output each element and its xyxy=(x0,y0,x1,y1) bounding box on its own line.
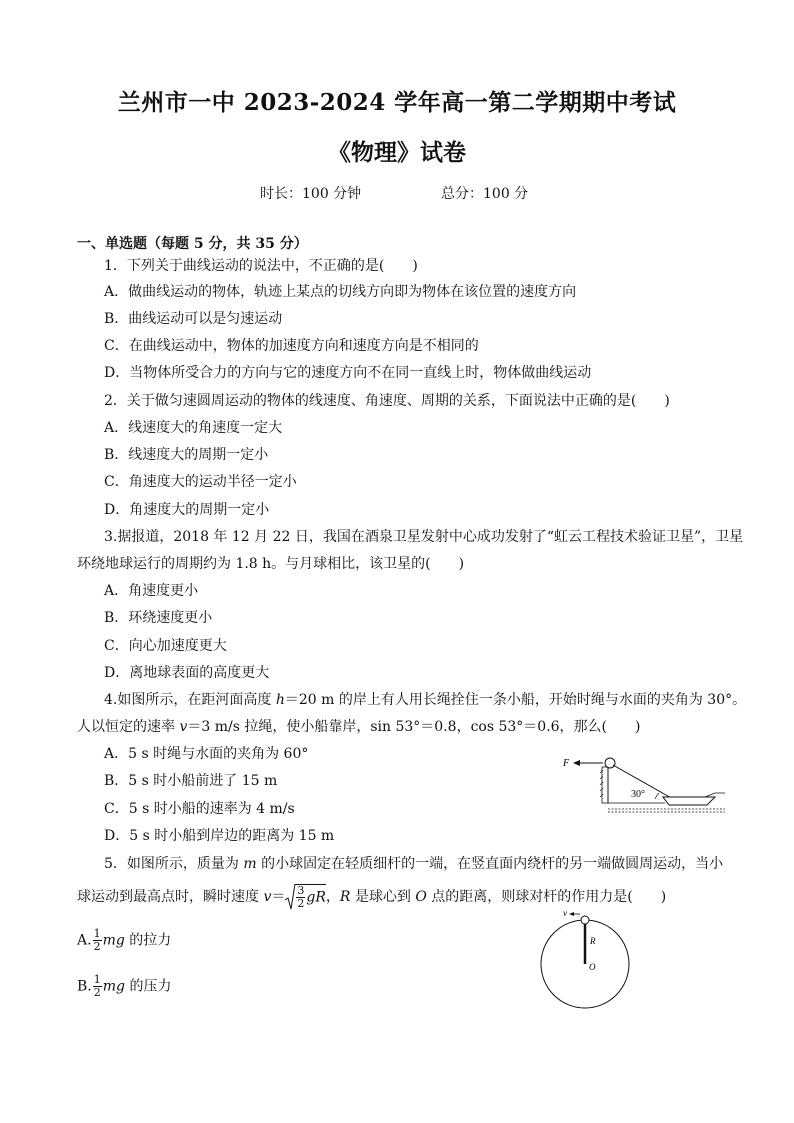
fraction-denominator: 2 xyxy=(93,986,101,999)
q2-option-d: D．角速度大的周期一定小 xyxy=(104,502,270,518)
q5-stem-text: ， xyxy=(325,889,340,905)
q4-figure xyxy=(555,753,725,815)
q2-option-a: A．线速度大的角速度一定大 xyxy=(104,420,283,436)
var-v: v xyxy=(179,719,188,735)
velocity-label: v xyxy=(563,908,567,918)
q5-stem-line2 xyxy=(77,884,666,910)
q5-stem-text: 5．如图所示，质量为 xyxy=(104,856,244,872)
q4-stem-text: ＝20 m 的岸上有人用长绳拴住一条小船，开始时绳与水面的夹角为 30°。 xyxy=(284,692,747,708)
var-h: h xyxy=(275,692,285,708)
q3-option-a: A．角速度更小 xyxy=(104,583,199,599)
q1-option-a: A．做曲线运动的物体，轨迹上某点的切线方向即为物体在该位置的速度方向 xyxy=(104,284,577,300)
fraction xyxy=(93,974,102,999)
q4-option-c: C．5 s 时小船的速率为 4 m/s xyxy=(104,801,295,817)
sqrt-denominator: 2 xyxy=(297,897,305,910)
fraction-numerator: 1 xyxy=(93,973,101,986)
q4-option-d: D．5 s 时小船到岸边的距离为 15 m xyxy=(104,828,335,844)
page-subtitle: 《物理》试卷 xyxy=(328,139,466,166)
q5-stem-text: 的小球固定在轻质细杆的一端，在竖直面内绕杆的另一端做圆周运动，当小 xyxy=(256,856,724,872)
fraction-denominator: 2 xyxy=(93,940,101,953)
q2-option-c: C．角速度大的运动半径一定小 xyxy=(104,474,297,490)
q3-option-c: C．向心加速度更大 xyxy=(104,638,227,654)
page-title: 兰州市一中 2023-2024 学年高一第二学期期中考试 xyxy=(117,89,677,116)
var-R: R xyxy=(339,889,351,905)
radius-label: R xyxy=(590,936,596,946)
q5-stem-text: 球运动到最高点时，瞬时速度 xyxy=(77,889,264,905)
score-label: 总分：100 分 xyxy=(441,186,529,202)
q5-option-b xyxy=(77,974,171,999)
option-prefix: B. xyxy=(77,978,92,995)
q3-stem-line1: 3.据报道，2018 年 12 月 22 日，我国在酒泉卫星发射中心成功发射了“虹云工程技术验证卫星”，卫星 xyxy=(104,529,744,545)
q3-stem-line2: 环绕地球运行的周期约为 1.8 h。与月球相比，该卫星的( ) xyxy=(77,556,465,572)
q1-option-c: C．在曲线运动中，物体的加速度方向和速度方向是不相同的 xyxy=(104,338,479,354)
q2-stem: 2．关于做匀速圆周运动的物体的线速度、角速度、周期的关系，下面说法中正确的是( ) xyxy=(104,393,670,409)
q2-option-b: B．线速度大的周期一定小 xyxy=(104,447,269,463)
option-text: 的拉力 xyxy=(124,932,172,949)
var-v: v xyxy=(263,889,272,905)
var-O: O xyxy=(415,889,427,905)
option-prefix: A. xyxy=(77,932,92,949)
q5-stem-text: 是球心到 xyxy=(350,889,416,905)
q4-stem-line2 xyxy=(77,716,640,736)
section-heading: 一、单选题（每题 5 分，共 35 分） xyxy=(77,236,308,252)
time-label: 时长：100 分钟 xyxy=(260,186,362,202)
option-text: 的压力 xyxy=(125,978,172,995)
q1-option-b: B．曲线运动可以是匀速运动 xyxy=(104,311,283,327)
equals-sign: ＝ xyxy=(271,889,286,905)
q4-option-b: B．5 s 时小船前进了 15 m xyxy=(104,773,278,789)
q4-stem-text: ＝3 m/s 拉绳，使小船靠岸，sin 53°＝0.8，cos 53°＝0.6，那么( ) xyxy=(187,719,641,735)
q3-option-b: B．环绕速度更小 xyxy=(104,610,213,626)
q5-stem-line1 xyxy=(104,853,723,873)
var-mg: mg xyxy=(102,978,125,995)
q4-stem-text: 人以恒定的速率 xyxy=(77,719,180,735)
center-label: O xyxy=(589,962,596,972)
q4-stem-line1 xyxy=(104,689,746,709)
fraction xyxy=(93,928,102,953)
sqrt-numerator: 3 xyxy=(297,884,305,897)
q1-stem: 1．下列关于曲线运动的说法中，不正确的是( ) xyxy=(104,258,418,274)
q4-option-a: A．5 s 时绳与水面的夹角为 60° xyxy=(104,746,309,762)
var-m: m xyxy=(243,856,257,872)
sqrt-expression xyxy=(285,884,326,910)
angle-label: 30° xyxy=(631,789,645,800)
sqrt-tail: gR xyxy=(306,889,326,906)
q5-option-a xyxy=(77,928,171,953)
q4-stem-text: 4.如图所示，在距河面高度 xyxy=(104,692,276,708)
q5-figure xyxy=(540,908,640,1014)
q3-option-d: D．离地球表面的高度更大 xyxy=(104,665,270,681)
fraction-numerator: 1 xyxy=(93,927,101,940)
q5-stem-text: 点的距离，则球对杆的作用力是( ) xyxy=(426,889,667,905)
force-label: F xyxy=(563,758,570,769)
q1-option-d: D．当物体所受合力的方向与它的速度方向不在同一直线上时，物体做曲线运动 xyxy=(104,365,592,381)
var-mg: mg xyxy=(102,932,125,949)
